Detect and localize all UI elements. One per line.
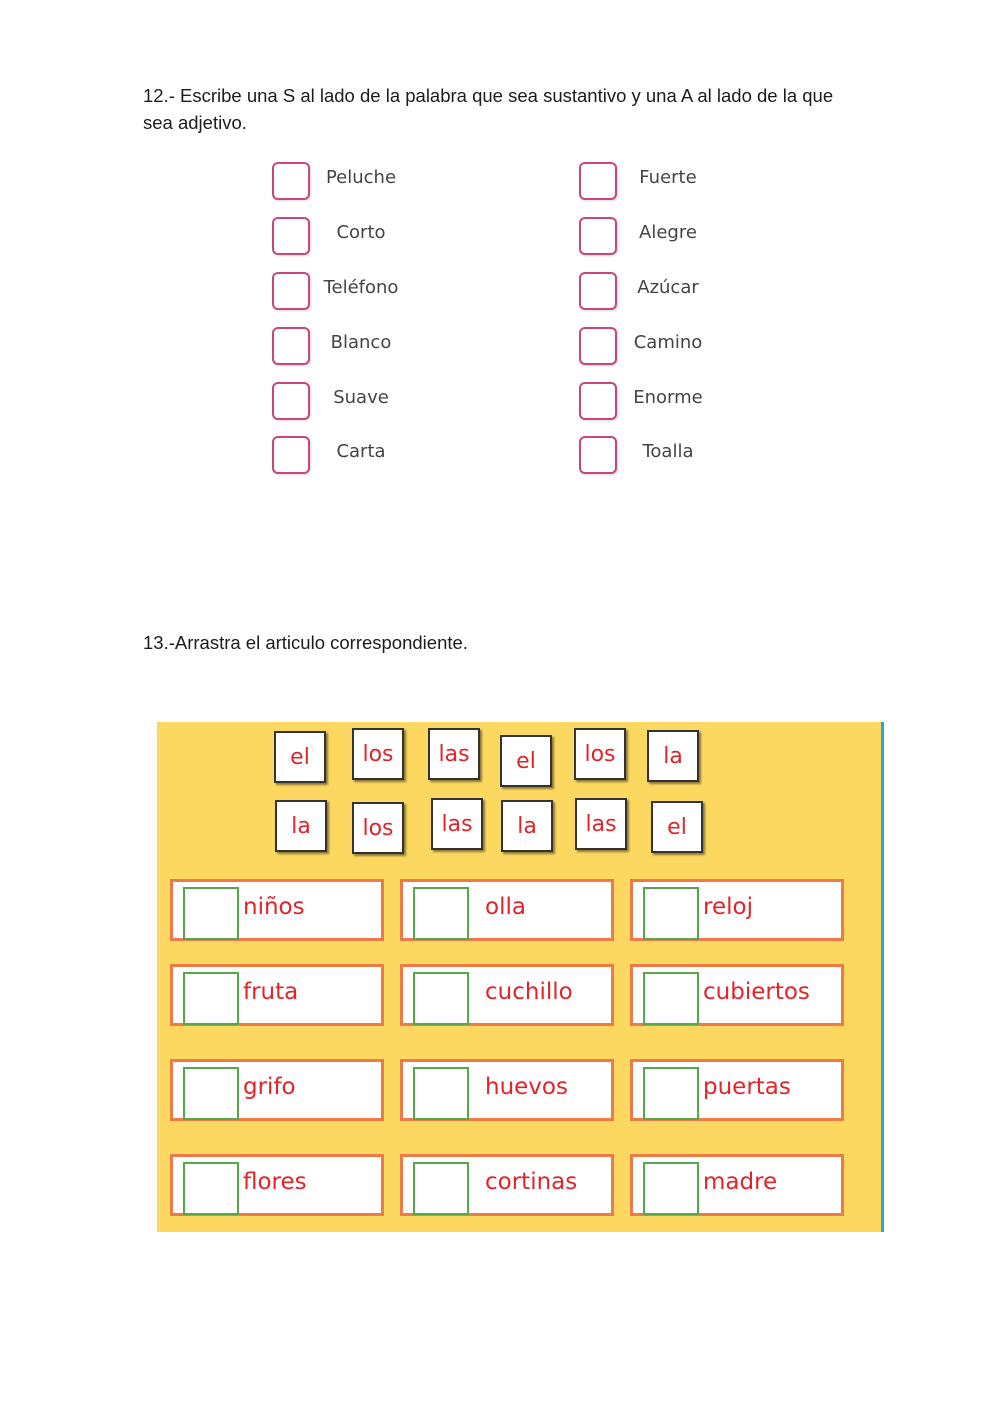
article-drop-slot[interactable] (183, 887, 239, 940)
noun-card (170, 1059, 384, 1121)
noun-word: reloj (703, 894, 753, 920)
answer-box[interactable] (579, 327, 617, 365)
noun-card (630, 964, 844, 1026)
word-label: Suave (333, 387, 389, 408)
article-drop-slot[interactable] (183, 1067, 239, 1120)
article-tile[interactable]: las (428, 728, 480, 780)
article-drop-slot[interactable] (413, 1067, 469, 1120)
noun-word: fruta (243, 979, 299, 1005)
article-drop-slot[interactable] (413, 972, 469, 1025)
word-label: Carta (336, 441, 386, 462)
noun-card (400, 964, 614, 1026)
noun-word: olla (485, 894, 526, 920)
noun-card (630, 1154, 844, 1216)
noun-card (630, 1059, 844, 1121)
article-drop-slot[interactable] (183, 972, 239, 1025)
article-tile[interactable]: el (500, 735, 552, 787)
answer-box[interactable] (579, 272, 617, 310)
noun-card (400, 879, 614, 941)
noun-card (170, 1154, 384, 1216)
noun-card (170, 964, 384, 1026)
noun-word: puertas (703, 1074, 791, 1100)
noun-word: flores (243, 1169, 307, 1195)
answer-box[interactable] (579, 382, 617, 420)
answer-box[interactable] (272, 162, 310, 200)
answer-box[interactable] (272, 436, 310, 474)
word-label: Corto (336, 222, 386, 243)
article-drop-slot[interactable] (643, 887, 699, 940)
word-label: Azúcar (637, 277, 699, 298)
noun-word: cubiertos (703, 979, 810, 1005)
article-drag-panel (157, 722, 884, 1232)
answer-box[interactable] (579, 162, 617, 200)
noun-word: grifo (243, 1074, 296, 1100)
answer-box[interactable] (579, 436, 617, 474)
word-label: Fuerte (639, 167, 697, 188)
article-tile[interactable]: el (651, 801, 703, 853)
article-tile[interactable]: los (574, 728, 626, 780)
article-drop-slot[interactable] (643, 1067, 699, 1120)
article-tile[interactable]: la (647, 730, 699, 782)
noun-word: cuchillo (485, 979, 573, 1005)
word-label: Enorme (633, 387, 703, 408)
article-tile[interactable]: los (352, 802, 404, 854)
noun-word: madre (703, 1169, 778, 1195)
word-label: Camino (633, 332, 703, 353)
article-drop-slot[interactable] (413, 887, 469, 940)
article-tile[interactable]: la (275, 800, 327, 852)
article-tile[interactable]: el (274, 731, 326, 783)
answer-box[interactable] (272, 382, 310, 420)
article-drop-slot[interactable] (643, 972, 699, 1025)
noun-word: huevos (485, 1074, 568, 1100)
exercise-12-instruction: 12.- Escribe una S al lado de la palabra que sea sustantivo y una A al lado de la que sea adjetivo. (143, 85, 834, 133)
article-tile[interactable]: las (575, 798, 627, 850)
answer-box[interactable] (272, 217, 310, 255)
exercise-13-instruction: 13.-Arrastra el articulo correspondiente. (143, 632, 468, 653)
word-label: Toalla (642, 441, 694, 462)
article-drop-slot[interactable] (413, 1162, 469, 1215)
answer-box[interactable] (579, 217, 617, 255)
article-tile[interactable]: la (501, 800, 553, 852)
answer-box[interactable] (272, 272, 310, 310)
article-tile[interactable]: las (431, 798, 483, 850)
article-tile[interactable]: los (352, 728, 404, 780)
noun-card (170, 879, 384, 941)
word-label: Alegre (639, 222, 697, 243)
word-label: Blanco (330, 332, 392, 353)
noun-card (400, 1059, 614, 1121)
word-label: Peluche (325, 167, 397, 188)
noun-card (400, 1154, 614, 1216)
noun-card (630, 879, 844, 941)
noun-word: niños (243, 894, 305, 920)
word-label: Teléfono (323, 277, 399, 298)
answer-box[interactable] (272, 327, 310, 365)
article-drop-slot[interactable] (643, 1162, 699, 1215)
article-drop-slot[interactable] (183, 1162, 239, 1215)
noun-word: cortinas (485, 1169, 578, 1195)
